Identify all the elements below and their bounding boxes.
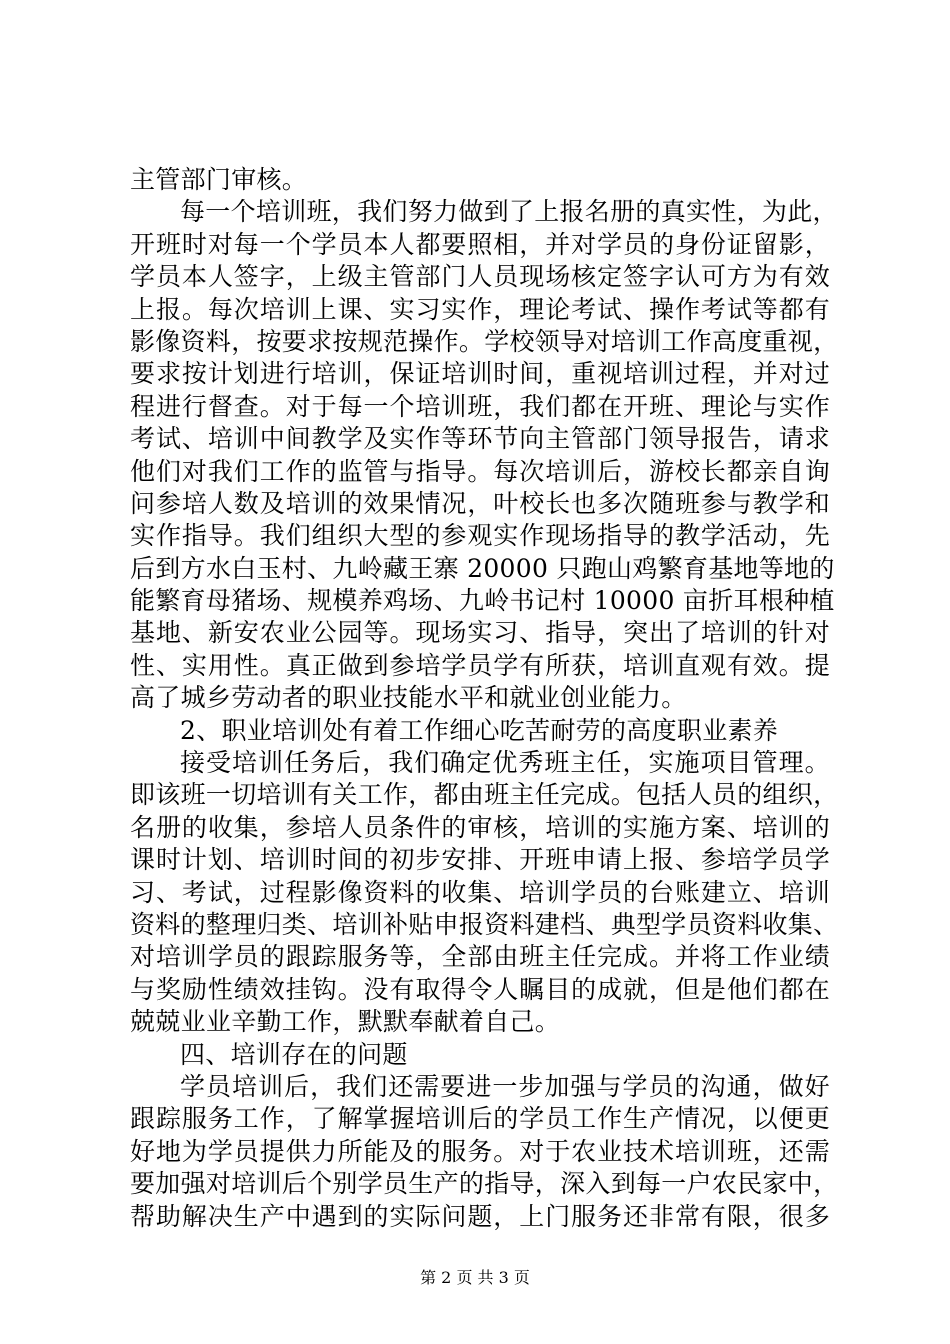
text-line: 资料的整理归类、培训补贴申报资料建档、典型学员资料收集、 bbox=[130, 909, 839, 939]
text-line: 与奖励性绩效挂钩。没有取得令人瞩目的成就，但是他们都在 bbox=[130, 974, 830, 1004]
text-line: 对培训学员的跟踪服务等，全部由班主任完成。并将工作业绩 bbox=[130, 942, 830, 972]
text-line: 主管部门审核。 bbox=[130, 165, 308, 194]
document-body bbox=[130, 164, 839, 1233]
text-line: 课时计划、培训时间的初步安排、开班申请上报、参培学员学 bbox=[130, 845, 830, 875]
text-line: 四、培训存在的问题 bbox=[180, 1039, 408, 1069]
text-line: 2、职业培训处有着工作细心吃苦耐劳的高度职业素养 bbox=[180, 715, 779, 745]
text-line: 考试、培训中间教学及实作等环节向主管部门领导报告，请求 bbox=[130, 424, 830, 454]
text-line: 要加强对培训后个别学员生产的指导，深入到每一户农民家中， bbox=[130, 1169, 839, 1199]
text-line: 他们对我们工作的监管与指导。每次培训后，游校长都亲自询 bbox=[130, 456, 830, 486]
text-line: 学员本人签字，上级主管部门人员现场核定签字认可方为有效 bbox=[130, 262, 830, 292]
text-line: 习、考试，过程影像资料的收集、培训学员的台账建立、培训 bbox=[130, 877, 830, 907]
text-line: 名册的收集，参培人员条件的审核，培训的实施方案、培训的 bbox=[130, 812, 830, 842]
text-line: 高了城乡劳动者的职业技能水平和就业创业能力。 bbox=[130, 683, 687, 713]
text-line: 好地为学员提供力所能及的服务。对于农业技术培训班，还需 bbox=[130, 1136, 830, 1166]
text-line: 上报。每次培训上课、实习实作，理论考试、操作考试等都有 bbox=[130, 294, 830, 324]
text-line: 接受培训任务后，我们确定优秀班主任，实施项目管理。 bbox=[180, 748, 830, 778]
text-line: 即该班一切培训有关工作，都由班主任完成。包括人员的组织， bbox=[130, 780, 839, 810]
text-line: 跟踪服务工作，了解掌握培训后的学员工作生产情况，以便更 bbox=[130, 1104, 830, 1134]
text-line: 每一个培训班，我们努力做到了上报名册的真实性，为此， bbox=[180, 197, 838, 227]
text-line: 兢兢业业辛勤工作，默默奉献着自己。 bbox=[130, 1007, 561, 1037]
text-line: 程进行督查。对于每一个培训班，我们都在开班、理论与实作 bbox=[130, 391, 830, 421]
text-line: 性、实用性。真正做到参培学员学有所获，培训直观有效。提 bbox=[130, 650, 830, 680]
text-line: 基地、新安农业公园等。现场实习、指导，突出了培训的针对 bbox=[130, 618, 830, 648]
text-line: 问参培人数及培训的效果情况，叶校长也多次随班参与教学和 bbox=[130, 488, 830, 518]
text-line: 后到方水白玉村、九岭藏王寨 20000 只跑山鸡繁育基地等地的 bbox=[130, 553, 835, 583]
text-line: 开班时对每一个学员本人都要照相，并对学员的身份证留影， bbox=[130, 229, 830, 259]
text-line: 能繁育母猪场、规模养鸡场、九岭书记村 10000 亩折耳根种植 bbox=[130, 586, 835, 616]
text-line: 实作指导。我们组织大型的参观实作现场指导的教学活动，先 bbox=[130, 521, 830, 551]
page-footer: 第 2 页 共 3 页 bbox=[420, 1268, 530, 1287]
text-line: 影像资料，按要求按规范操作。学校领导对培训工作高度重视， bbox=[130, 326, 839, 356]
text-line: 要求按计划进行培训，保证培训时间，重视培训过程，并对过 bbox=[130, 359, 830, 389]
text-line: 学员培训后，我们还需要进一步加强与学员的沟通，做好 bbox=[180, 1071, 830, 1101]
text-line: 帮助解决生产中遇到的实际问题，上门服务还非常有限，很多 bbox=[130, 1201, 830, 1231]
